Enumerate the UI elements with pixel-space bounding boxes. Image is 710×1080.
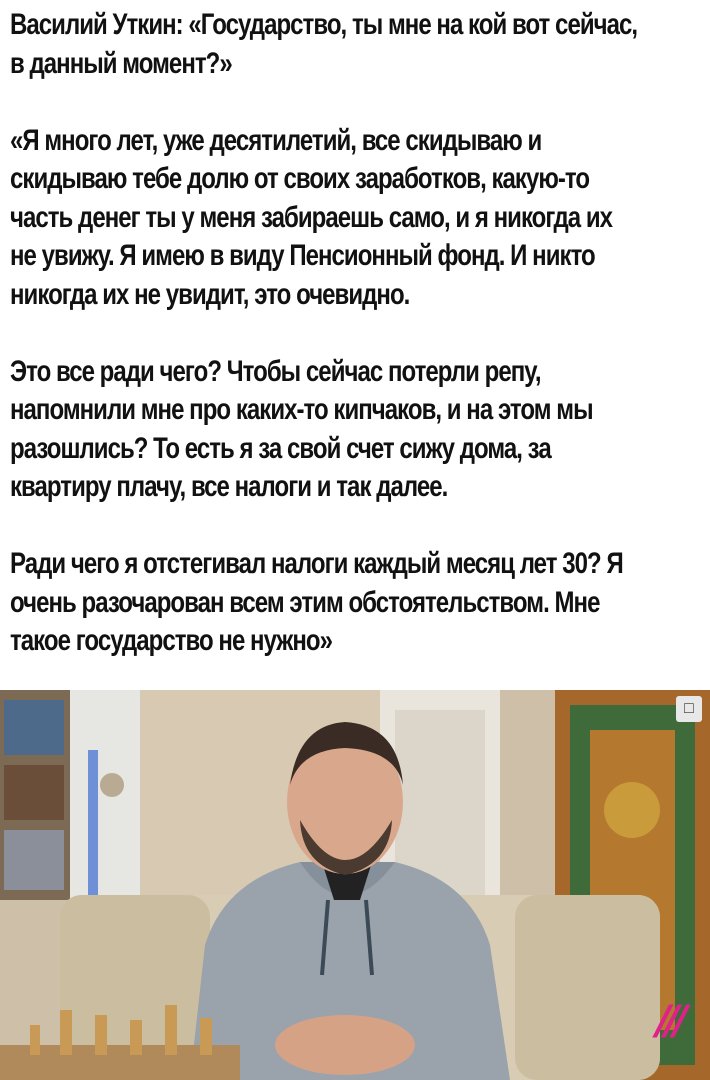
- video-frame-illustration: [0, 690, 710, 1080]
- channel-logo: ///: [656, 998, 682, 1044]
- video-frame: [0, 690, 710, 1080]
- quote-paragraph-1: «Я много лет, уже десятилетий, все скидываю и скидываю тебе долю от своих заработков, какую-то часть денег ты у меня забираешь само, и я никогда их не увижу. Я имею в виду Пенсионный фонд. И никто никогда их не увидит, это очевидно.: [10, 123, 613, 311]
- quote-paragraph-3: Ради чего я отстегивал налоги каждый месяц лет 30? Я очень разочарован всем этим обстоятельством. Мне такое государство не нужно»: [10, 547, 623, 657]
- quote-paragraph-2: Это все ради чего? Чтобы сейчас потерли репу, напомнили мне про каких-то кипчаков, и на этом мы разошлись? То есть я за свой счет сижу дома, за квартиру плачу, все налоги и так далее.: [10, 354, 593, 503]
- post-heading: Василий Уткин: «Государство, ты мне на кой вот сейчас, в данный момент?»: [10, 8, 638, 80]
- bookmark-icon[interactable]: □: [676, 696, 702, 722]
- post-text: [10, 6, 706, 699]
